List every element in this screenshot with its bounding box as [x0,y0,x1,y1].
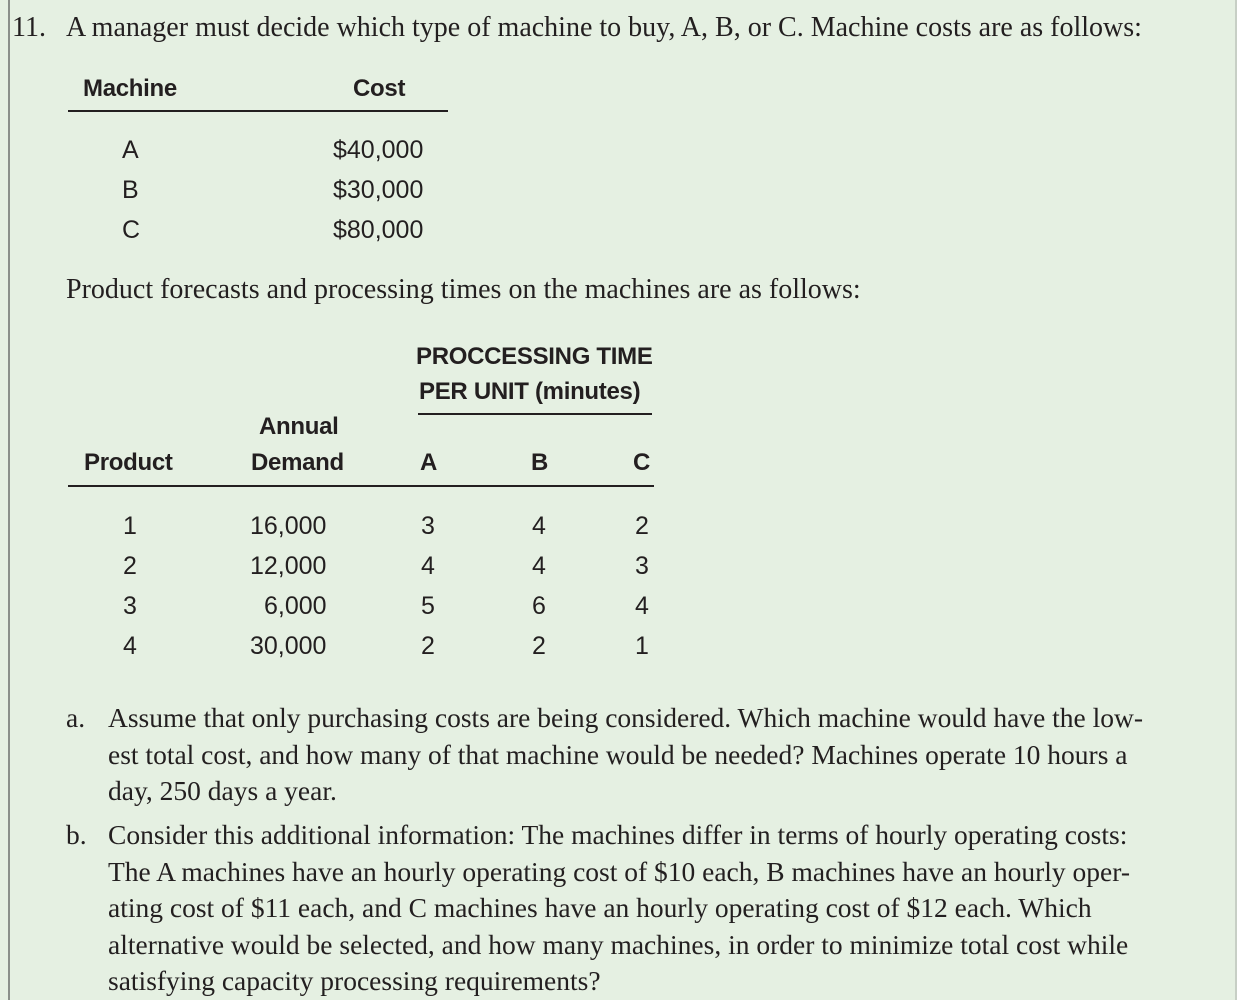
table-cell-demand: 12,000 [250,552,327,580]
table-cell-b: 6 [532,592,546,620]
part-b-label: b. [66,819,87,850]
table-cell-product: 3 [123,592,137,620]
table-cell-c: 3 [635,552,649,580]
table-cell-product: 1 [123,512,137,540]
table-cell-c: 1 [635,632,649,660]
table-cell-a: 2 [421,632,435,660]
cost-row-machine: C [122,216,141,244]
table-cell-product: 2 [123,552,137,580]
table-cell-b: 4 [532,552,546,580]
part-a-text [108,700,1218,810]
processing-intro: Product forecasts and processing times on the machines are as follows: [66,274,861,305]
part-b-line: The A machines have an hourly operating cost of $10 each, B machines have an hourly oper- [108,855,1130,887]
part-a-label: a. [66,702,86,733]
cost-header-cost: Cost [353,75,406,102]
cost-header-machine: Machine [83,75,177,102]
table-cell-product: 4 [123,632,137,660]
part-b-line: alternative would be selected, and how many machines, in order to minimize total cost while [108,928,1129,960]
left-border [8,0,10,1000]
header-annual: Annual [259,413,339,440]
part-a-line: Assume that only purchasing costs are being considered. Which machine would have the low- [108,702,1144,733]
processing-table-rule [68,485,654,487]
table-cell-demand: 30,000 [250,632,327,660]
cost-row-machine: A [122,136,139,164]
table-cell-a: 3 [421,512,435,540]
group-header-line2: PER UNIT (minutes) [419,378,641,405]
cost-row-value: $30,000 [333,176,424,204]
table-cell-b: 4 [532,512,546,540]
cost-row-value: $40,000 [333,136,424,164]
part-a-line: day, 250 days a year. [108,775,337,806]
table-cell-demand: 6,000 [264,592,327,620]
table-cell-c: 2 [635,512,649,540]
table-cell-b: 2 [532,632,546,660]
group-header-line1: PROCCESSING TIME [416,343,653,370]
table-cell-c: 4 [635,592,649,620]
header-machine-a: A [420,449,438,476]
part-a-line: est total cost, and how many of that machine would be needed? Machines operate 10 hours a [108,738,1128,770]
table-cell-a: 4 [421,552,435,580]
part-b-text [108,817,1218,1000]
cost-row-machine: B [122,176,139,204]
header-product: Product [84,449,173,476]
table-cell-demand: 16,000 [250,512,327,540]
part-b-line: Consider this additional information: The machines differ in terms of hourly operating costs: [108,819,1128,850]
header-machine-b: B [531,449,549,476]
cost-table-rule [68,110,448,112]
header-machine-c: C [633,449,651,476]
part-b-line: satisfying capacity processing requirements? [108,965,601,996]
question-text: A manager must decide which type of machine to buy, A, B, or C. Machine costs are as follows: [66,12,1142,43]
table-cell-a: 5 [421,592,435,620]
part-b-line: ating cost of $11 each, and C machines have an hourly operating cost of $12 each. Which [108,892,1092,923]
question-number: 11. [12,12,46,43]
header-demand: Demand [251,449,344,476]
cost-row-value: $80,000 [333,216,424,244]
group-header-rule [418,413,652,415]
